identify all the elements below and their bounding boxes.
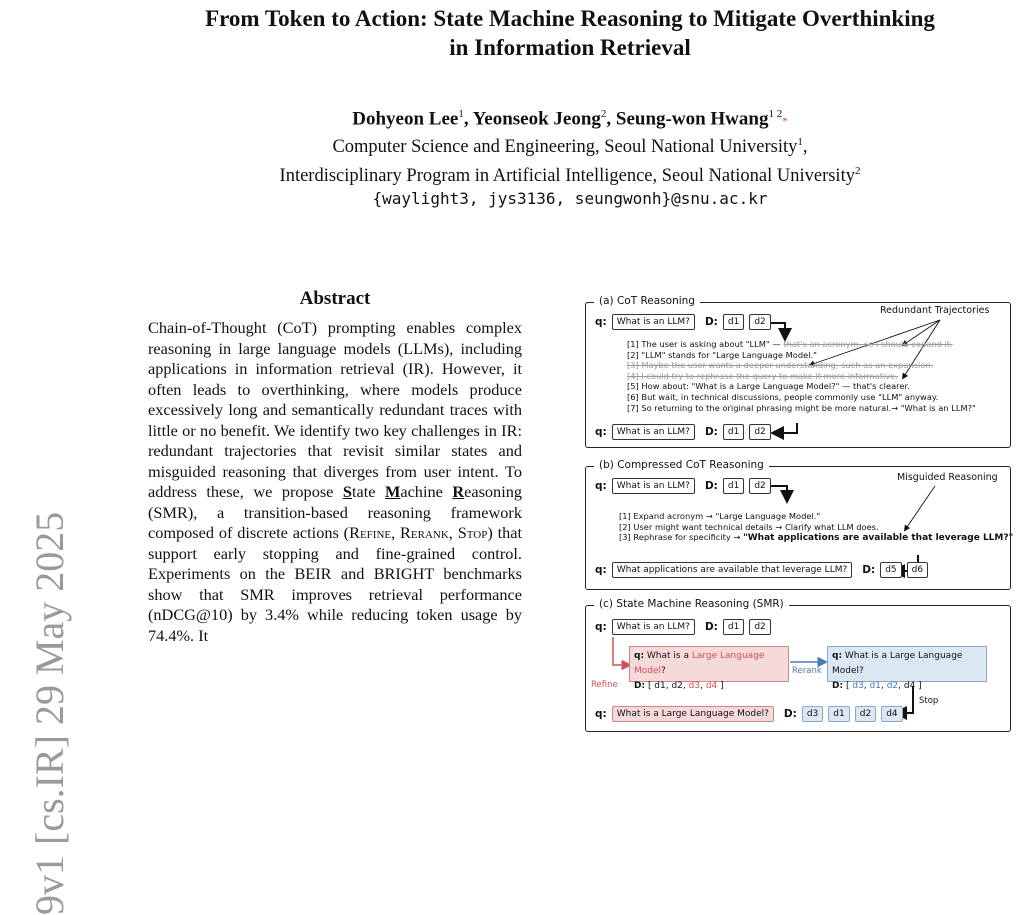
title-line-1: From Token to Action: State Machine Reasoning to Mitigate Overthinking [205, 6, 935, 31]
rerank-state-box [827, 646, 987, 691]
d-label: D: [862, 564, 876, 576]
author-2-affil: 2 [600, 108, 607, 120]
step-b-3-bold: "What applications are available that leverage LLM?" [743, 533, 1014, 544]
refine-docs-base: [ d1, d2, [645, 681, 689, 691]
refine-docs-sep: , [700, 681, 706, 691]
refine-query [634, 649, 784, 679]
panel-b-title: (b) Compressed CoT Reasoning [594, 458, 769, 472]
abstract-easoning: easoning (SMR), a transition-based reasoning framework composed of discrete actions ( [148, 482, 522, 542]
step-a-1-text: [1] The user is asking about "LLM" — [627, 339, 784, 349]
refine-doc-new: d3 [688, 681, 701, 691]
rerank-docs [832, 679, 982, 694]
doc-box: d2 [749, 424, 770, 440]
panel-c-query-row [595, 619, 771, 635]
panel-b-query-row [595, 478, 771, 494]
step-a-3: [3] Maybe the user wants a deeper understanding, such as an expansion. [627, 360, 934, 371]
abstract-text-1: Chain-of-Thought (CoT) prompting enables complex reasoning in large language models (LLMs), including applications in information retrieval (IR). However, it often leads to overthinking, where models produce excessively long and semantically redundant traces with little or no benefit. We identify two key challenges in IR: redundant trajectories that revisit similar states and misguided reasoning that diverges from user intent. To address these, we propose [148, 318, 522, 501]
affiliation-2: Interdisciplinary Program in Artificial Intelligence, Seoul National University [279, 166, 855, 187]
abstract-m: M [384, 482, 401, 501]
label-rerank: Rerank [792, 666, 822, 676]
doc-box: d3 [802, 706, 823, 722]
query-box: What is an LLM? [612, 619, 695, 635]
refine-q-highlight: Large Language Model [634, 651, 765, 676]
annotation-redundant: Redundant Trajectories [880, 305, 990, 316]
refine-state-box [629, 646, 789, 691]
d-label: D: [704, 480, 718, 492]
panel-c-output-row [595, 706, 903, 722]
refine-docs-close: ] [717, 681, 724, 691]
refine-q-text: What is a [644, 651, 692, 661]
author-1: Dohyeon Lee [352, 108, 459, 130]
panel-b-steps [619, 511, 1013, 544]
affiliations [120, 130, 1020, 188]
author-emails: {waylight3, jys3136, seungwonh}@snu.ac.kr [372, 189, 768, 208]
d-label: D: [704, 316, 718, 328]
refine-q-label: q: [634, 651, 645, 661]
doc-box: d2 [749, 314, 770, 330]
refine-q-end: ? [661, 666, 666, 676]
abstract-text-2: ) that support early stopping and fine-grained control. Experiments on the BEIR and BRIGHT benchmarks show that SMR improves retrieval performance (nDCG@10) by 3.4% while reducing token usage by 74.4%. It [148, 523, 522, 645]
step-a-2: [2] "LLM" stands for "Large Language Model." [627, 349, 817, 360]
step-a-7: [7] So returning to the original phrasing might be more natural.→ "What is an LLM?" [627, 402, 976, 413]
rerank-query [832, 649, 982, 679]
q-label: q: [595, 316, 607, 328]
panel-a-output-row [595, 424, 771, 440]
affiliation-2-sup: 2 [854, 165, 861, 178]
panel-c-title: (c) State Machine Reasoning (SMR) [594, 597, 789, 611]
corresponding-star: * [782, 115, 788, 128]
abstract-heading: Abstract [299, 288, 371, 309]
q-label: q: [595, 480, 607, 492]
query-box: What is a Large Language Model? [612, 706, 774, 722]
rerank-doc-moved: d2 [886, 681, 899, 691]
doc-box: d5 [880, 562, 901, 578]
panel-a-query-row [595, 314, 771, 330]
abstract-r: R [452, 482, 465, 501]
rerank-docs-sep: , [863, 681, 870, 691]
affiliation-1-sup: 1 [797, 136, 803, 148]
arxiv-stamp: 9v1 [cs.IR] 29 May 2025 [27, 511, 72, 915]
author-1-affil: 1 [458, 108, 464, 120]
panel-a-title: (a) CoT Reasoning [594, 294, 700, 308]
query-box: What is an LLM? [612, 314, 695, 330]
abstract-comma-1: , [391, 523, 401, 542]
abstract-tate: tate [351, 482, 385, 501]
rerank-docs-sep: , [880, 681, 887, 691]
rerank-docs-open: [ [843, 681, 853, 691]
doc-box: d2 [749, 478, 770, 494]
doc-box: d6 [907, 562, 928, 578]
refine-docs [634, 679, 784, 694]
d-label: D: [704, 621, 718, 633]
doc-box: d1 [828, 706, 849, 722]
step-b-3 [619, 532, 1013, 544]
affiliation-1: Computer Science and Engineering, Seoul National University [332, 137, 798, 158]
doc-box: d2 [749, 619, 770, 635]
doc-box: d1 [723, 478, 744, 494]
refine-d-label: D: [634, 681, 646, 691]
step-a-1 [627, 339, 976, 350]
q-label: q: [595, 708, 607, 720]
abstract-comma-2: , [448, 523, 458, 542]
doc-box: d2 [855, 706, 876, 722]
rerank-q-text: What is a Large Language Model? [832, 651, 963, 676]
query-box: What applications are available that leverage LLM? [612, 562, 853, 578]
d-label: D: [704, 426, 718, 438]
author-3: Seung-won Hwang [615, 108, 769, 130]
rerank-docs-close: , d4 ] [898, 681, 922, 691]
step-b-1: [1] Expand acronym → "Large Language Model." [619, 511, 821, 521]
abstract-body [148, 318, 522, 646]
affiliation-1-comma: , [802, 137, 808, 158]
step-b-2: [2] User might want technical details → Clarify what LLM does. [619, 521, 879, 532]
doc-box: d1 [723, 314, 744, 330]
q-label: q: [595, 564, 607, 576]
rerank-q-label: q: [832, 651, 843, 661]
figure-1 [585, 290, 1015, 740]
author-list: Dohyeon Lee$^1$, Yeonseok Jeong$^2$, Seung-won Hwang$^{1 2}$* [352, 108, 788, 130]
label-refine: Refine [591, 680, 618, 690]
paper-title [120, 4, 1020, 62]
rerank-doc-moved: d1 [869, 681, 881, 691]
panel-a-steps [627, 339, 976, 413]
step-a-6: [6] But wait, in technical discussions, people commonly use "LLM" anyway. [627, 391, 939, 402]
title-line-2: in Information Retrieval [449, 35, 691, 60]
panel-b-output-row [595, 562, 928, 578]
rerank-d-label: D: [832, 681, 844, 691]
abstract-rerank: Rerank [400, 523, 449, 542]
abstract-stop: Stop [457, 523, 488, 542]
query-box: What is an LLM? [612, 478, 695, 494]
doc-box: d4 [881, 706, 902, 722]
step-b-3-text: [3] Rephrase for specificity → [619, 532, 744, 543]
abstract-achine: achine [400, 482, 453, 501]
d-label: D: [783, 708, 797, 720]
step-a-5: [5] How about: "What is a Large Language Model?" — that's clearer. [627, 381, 910, 392]
step-a-4: [4] I could try to rephrase the query to make it more informative. [627, 370, 898, 381]
rerank-doc-moved: d3 [852, 681, 864, 691]
author-2: Yeonseok Jeong [472, 108, 601, 130]
refine-doc-new: d4 [705, 681, 718, 691]
doc-box: d1 [723, 424, 744, 440]
abstract-refine: Refine [349, 523, 392, 542]
q-label: q: [595, 621, 607, 633]
query-box: What is an LLM? [612, 424, 695, 440]
abstract-s: S [342, 482, 352, 501]
step-a-1-struck: that's an acronym, so I should expand it. [783, 339, 953, 349]
label-stop: Stop [919, 696, 939, 706]
annotation-misguided: Misguided Reasoning [897, 472, 998, 483]
author-3-affil: 1 2 [768, 108, 783, 120]
doc-box: d1 [723, 619, 744, 635]
q-label: q: [595, 426, 607, 438]
